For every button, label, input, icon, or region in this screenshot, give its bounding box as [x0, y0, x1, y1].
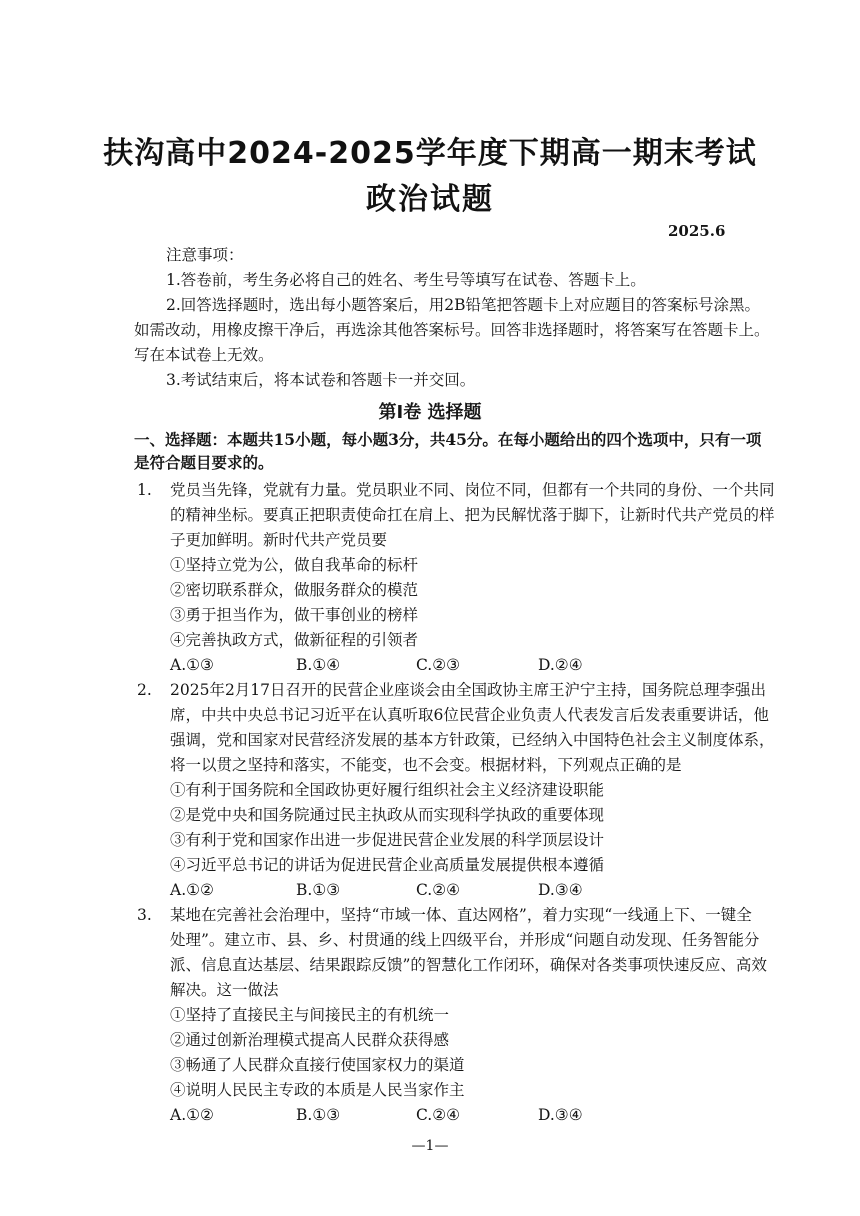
answer-option-c: C.②④	[416, 881, 461, 899]
question-statement: ③勇于担当作为，做干事创业的榜样	[170, 606, 419, 624]
page-number: —1—	[411, 1138, 449, 1154]
question-statement: ②是党中央和国务院通过民主执政从而实现科学执政的重要体现	[170, 806, 605, 824]
question-stem-line: 派、信息直达基层、结果跟踪反馈”的智慧化工作闭环，确保对各类事项快速反应、高效	[170, 956, 767, 974]
section-instruction: 一、选择题：本题共15小题，每小题3分，共45分。在每小题给出的四个选项中，只有一项是符合题目要求的。	[134, 430, 762, 472]
answer-option-d: D.②④	[538, 656, 583, 674]
question-stem-line: 子更加鲜明。新时代共产党员要	[170, 531, 388, 549]
question-stem-line: 某地在完善社会治理中，坚持“市域一体、直达网格”，着力实现“一线通上下、一键全	[170, 906, 752, 924]
question-number: 2.	[137, 681, 152, 699]
question-statement: ①坚持了直接民主与间接民主的有机统一	[170, 1006, 450, 1024]
notice-item-1: 1.答卷前，考生务必将自己的姓名、考生号等填写在试卷、答题卡上。	[166, 271, 646, 289]
question-stem-line: 将一以贯之坚持和落实，不能变，也不会变。根据材料，下列观点正确的是	[170, 756, 682, 774]
notice-item-2-cont: 如需改动，用橡皮擦干净后，再选涂其他答案标号。回答非选择题时，将答案写在答题卡上。	[134, 321, 770, 339]
question-statement: ④习近平总书记的讲话为促进民营企业高质量发展提供根本遵循	[170, 856, 605, 874]
answer-option-b: B.①③	[296, 881, 341, 899]
notice-heading: 注意事项：	[166, 246, 244, 264]
question-statement: ②密切联系群众，做服务群众的模范	[170, 581, 419, 599]
answer-option-b: B.①④	[296, 656, 341, 674]
answer-option-a: A.①③	[170, 656, 214, 674]
exam-date: 2025.6	[668, 222, 726, 240]
notice-item-2: 2.回答选择题时，选出每小题答案后，用2B铅笔把答题卡上对应题目的答案标号涂黑。	[166, 296, 761, 314]
question-stem-line: 席，中共中央总书记习近平在认真听取6位民营企业负责人代表发言后发表重要讲话，他	[170, 706, 769, 724]
question-statement: ④完善执政方式，做新征程的引领者	[170, 631, 419, 649]
question-statement: ③有利于党和国家作出进一步促进民营企业发展的科学顶层设计	[170, 831, 605, 849]
question-statement: ①坚持立党为公，做自我革命的标杆	[170, 556, 419, 574]
answer-option-c: C.②③	[416, 656, 461, 674]
notice-item-3: 3.考试结束后，将本试卷和答题卡一并交回。	[166, 371, 476, 389]
question-stem-line: 党员当先锋，党就有力量。党员职业不同、岗位不同，但都有一个共同的身份、一个共同	[170, 481, 775, 499]
answer-option-c: C.②④	[416, 1106, 461, 1124]
answer-option-d: D.③④	[538, 1106, 583, 1124]
answer-option-b: B.①③	[296, 1106, 341, 1124]
section-title: 第Ⅰ卷 选择题	[378, 402, 482, 423]
question-statement: ③畅通了人民群众直接行使国家权力的渠道	[170, 1056, 465, 1074]
exam-subtitle: 政治试题	[366, 182, 494, 217]
notice-item-2-cont: 写在本试卷上无效。	[134, 346, 274, 364]
question-statement: ④说明人民民主专政的本质是人民当家作主	[170, 1081, 465, 1099]
answer-option-d: D.③④	[538, 881, 583, 899]
exam-title: 扶沟高中2024-2025学年度下期高一期末考试	[103, 136, 757, 171]
question-stem-line: 的精神坐标。要真正把职责使命扛在肩上、把为民解忧落于脚下，让新时代共产党员的样	[170, 506, 775, 524]
question-stem-line: 处理”。建立市、县、乡、村贯通的线上四级平台，并形成“问题自动发现、任务智能分	[170, 931, 760, 949]
question-stem-line: 2025年2月17日召开的民营企业座谈会由全国政协主席王沪宁主持，国务院总理李强出	[170, 681, 767, 699]
question-number: 3.	[137, 906, 152, 924]
answer-option-a: A.①②	[170, 881, 214, 899]
question-statement: ②通过创新治理模式提高人民群众获得感	[170, 1031, 450, 1049]
question-number: 1.	[137, 481, 152, 499]
question-stem-line: 解决。这一做法	[170, 981, 279, 999]
question-statement: ①有利于国务院和全国政协更好履行组织社会主义经济建设职能	[170, 781, 605, 799]
answer-option-a: A.①②	[170, 1106, 214, 1124]
question-stem-line: 强调，党和国家对民营经济发展的基本方针政策，已经纳入中国特色社会主义制度体系，	[170, 731, 775, 749]
